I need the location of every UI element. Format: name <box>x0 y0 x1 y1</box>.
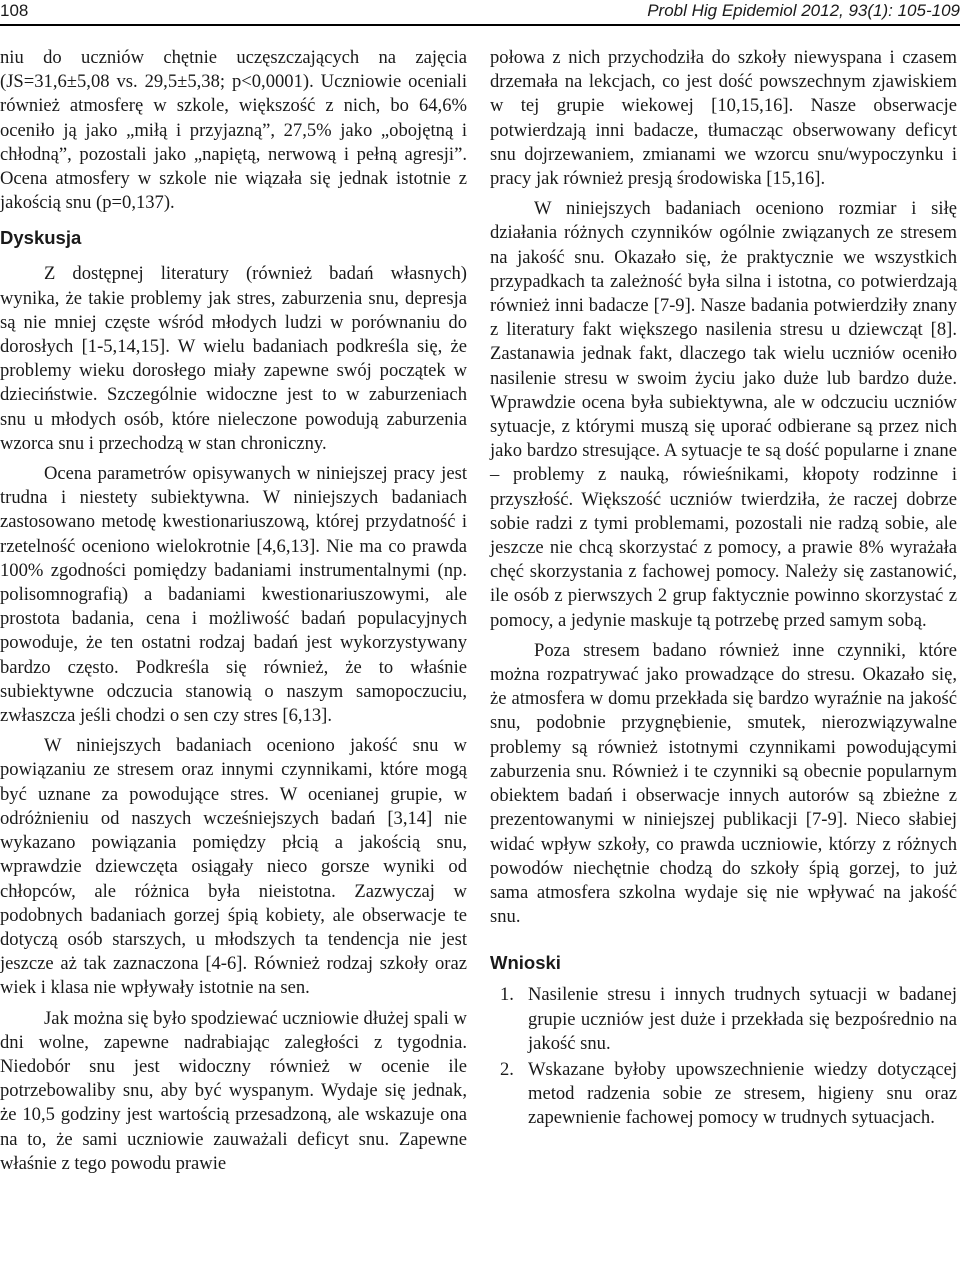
conclusion-text: Wskazane byłoby upowszechnienie wiedzy dotyczącej metod radzenia sobie ze stresem, higieny snu oraz zapewnienie fachowej pomocy w trudnych sytuacjach. <box>528 1058 957 1129</box>
left-column <box>0 46 467 1176</box>
conclusion-text: Nasilenie stresu i innych trudnych sytuacji w badanej grupie uczniów jest duże i przekłada się bezpośrednio na jakość snu. <box>528 984 957 1054</box>
page-number: 108 <box>0 1 29 20</box>
list-marker: 2. <box>500 1058 514 1080</box>
discussion-paragraph: Z dostępnej literatury (również badań własnych) wynika, że takie problemy jak stres, zaburzenia snu, depresja są nie mniej częste wśród młodych ludzi w porównaniu do dorosłych [1-5,14,15]. W wielu badaniach podkreśla się, że problemy wieku dorosłego miały zapewne swój początek w dzieciństwie. Szczególnie widoczne jest to w zaburzeniach snu u młodych osób, które nieleczone powodują zaburzenia wzorca snu i przechodzą w stan chroniczny. <box>0 263 467 454</box>
list-marker: 1. <box>500 984 514 1006</box>
intro-paragraph: niu do uczniów chętnie uczęszczających na zajęcia (JS=31,6±5,08 vs. 29,5±5,38; p<0,0001). Uczniowie oceniali również atmosferę w szkole, większość z nich, bo 64,6% oceniło ją jako „miłą i przyjazną”, 27,5% jako „obojętną i chłodną”, pozostali jako „napiętą, nerwową i pełną agresji”. Ocena atmosfery w szkole nie wiązała się jednak istotnie z jakością snu (p=0,137). <box>0 47 467 214</box>
discussion-paragraph: W niniejszych badaniach oceniono rozmiar i siłę działania różnych czynników ogólnie związanych ze stresem na jakość snu. Okazało się, że praktycznie we wszystkich przypadkach ta zależność była silna i istotna, co potwierdzają również inni badacze [7-9]. Nasze badania potwierdziły znany z literatury fakt większego nasilenia stresu u dziewcząt [8]. Zastanawia jednak fakt, dlaczego tak wielu uczniów oceniło nasilenie stresu w swoim życiu jako duże lub bardzo duże. Wprawdzie ocena była subiektywna, ale w odczuciu uczniów sytuacje, z którymi muszą się uporać odbierane są przez nich jako bardzo stresujące. A sytuacje te są dość popularne i znane – problemy z nauką, rówieśnikami, kłopoty rodzinne i przyszłość. Większość uczniów twierdziła, że raczej dobrze sobie radzi z tymi problemami, pozostali nie radzą sobie, ale jeszcze nie chcą skorzystać z pomocy, a prawie 8% wyrażała chęć skorzystania z fachowej pomocy. Należy się zastanowić, ile osób z pierwszych 2 grup faktycznie powinno skorzystać z pomocy, a jedynie maskuje tą potrzebę przed samym sobą. <box>490 198 957 631</box>
discussion-paragraph: W niniejszych badaniach oceniono jakość snu w powiązaniu ze stresem oraz innymi czynnikami, które mogą być uznane za powodujące stres. W ocenianej grupie, w odróżnieniu od naszych wcześniejszych badań [3,14] nie wykazano powiązania pomiędzy płcią a jakością snu, wprawdzie dziewczęta osiągały nieco gorsze wyniki od chłopców, ale różnica była nieistotna. Zazwyczaj w podobnych badaniach gorzej śpią kobiety, ale obserwacje te dotyczą osób starszych, u młodszych ta tendencja nie jest jeszcze aż tak zaznaczona [4-6]. Również rodzaj szkoły oraz wiek i klasa nie wpływały istotnie na sen. <box>0 735 467 999</box>
discussion-paragraph: połowa z nich przychodziła do szkoły niewyspana i czasem drzemała na lekcjach, co jest dość powszechnym zjawiskiem w tej grupie wiekowej [10,15,16]. Nasze obserwacje potwierdzają inni badacze, tłumacząc obserwowany deficyt snu dojrzewaniem, zmianami we wzorcu snu/wypoczynku i pracy jak również presją środowiska [15,16]. <box>490 47 957 190</box>
discussion-paragraph: Poza stresem badano również inne czynniki, które można rozpatrywać jako prowadzące do stresu. Okazało się, że atmosfera w domu przekłada się bardzo wyraźnie na jakość snu, podobnie przygnębienie, smutek, nierozwiązywalne problemy są również istotnymi czynnikami powodującymi zaburzenia snu. Również i te czynniki są obecnie popularnym obiektem badań i obserwacje innych autorów są zbieżne z prezentowanymi w niniejszej publikacji [7-9]. Nieco słabiej widać wpływ szkoły, co prawda uczniowie, którzy z różnych powodów niechętnie chodzą do szkoły śpią gorzej, to już sama atmosfera szkolna wydaje się nie wpływać na jakość snu. <box>490 639 957 928</box>
right-column <box>490 46 957 1133</box>
page-header <box>0 0 960 26</box>
section-title-conclusions: Wnioski <box>490 952 561 974</box>
journal-citation: Probl Hig Epidemiol 2012, 93(1): 105-109 <box>647 1 960 20</box>
discussion-paragraph: Jak można się było spodziewać uczniowie dłużej spali w dni wolne, zapewne nadrabiając zaległości z tygodnia. Niedobór snu jest widoczny również w ocenie ile potrzebowaliby snu, aby być wyspanym. Wydaje się jednak, że 10,5 godziny jest wartością przesadzoną, ale wskazuje ona na to, że sami uczniowie zauważali deficyt snu. Zapewne właśnie z tego powodu prawie <box>0 1007 467 1174</box>
discussion-paragraph: Ocena parametrów opisywanych w niniejszej pracy jest trudna i niestety subiektywna. W niniejszych badaniach zastosowano metodę kwestionariuszową, której przydatność i rzetelność oceniono wielokrotnie [4,6,13]. Nie ma co prawda 100% zgodności pomiędzy badaniami instrumentalnymi (np. polisomnografią) a badaniami kwestionariuszowymi, ale prostota badania, cena i możliwość badań populacyjnych powoduje, że ten ostatni rodzaj badań jest wykorzystywany bardzo często. Podkreśla się również, że to właśnie subiektywne odczucia stanowią o naszym samopoczuciu, zwłaszcza jeśli chodzi o sen czy stres [6,13]. <box>0 463 467 727</box>
conclusions-list <box>490 983 957 1130</box>
section-title-discussion: Dyskusja <box>0 227 82 249</box>
conclusion-item <box>490 983 957 1056</box>
conclusion-item <box>490 1058 957 1131</box>
